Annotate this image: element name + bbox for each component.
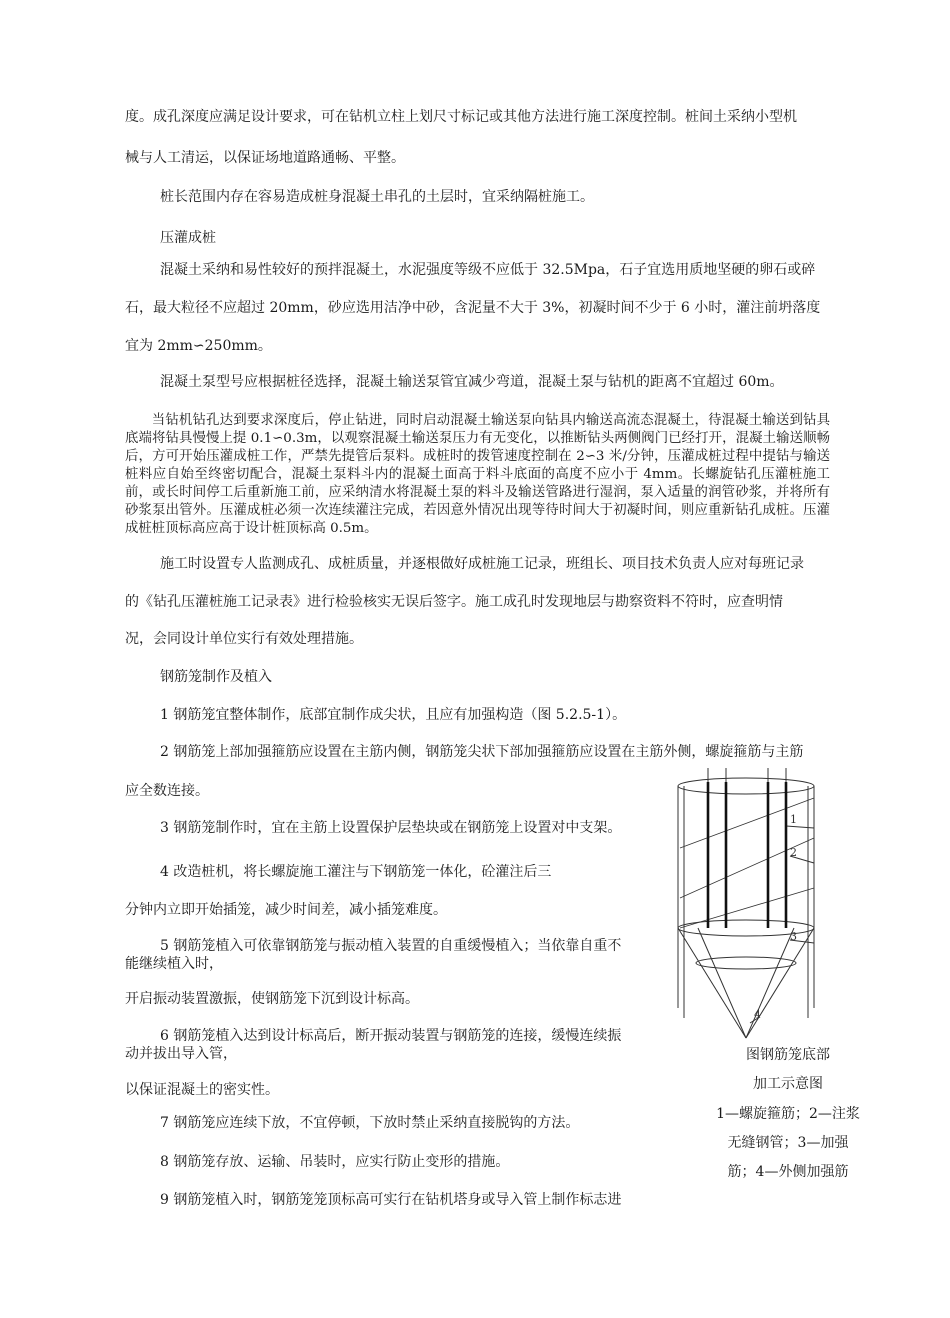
- text-line: 宜为 2mm∽250mm。: [125, 338, 272, 354]
- text-line: 8 钢筋笼存放、运输、吊装时，应实行防止变形的措施。: [160, 1154, 510, 1170]
- section-heading: 钢筋笼制作及植入: [160, 669, 272, 685]
- text-line: 分钟内立即开始插笼，减少时间差，减小插笼难度。: [125, 902, 447, 918]
- figure-caption: 1—螺旋箍筋；2—注浆: [716, 1106, 860, 1122]
- text-line: 桩长范围内存在容易造成桩身混凝土串孔的土层时，宜采纳隔桩施工。: [160, 189, 594, 205]
- text-line: 动并拔出导入管，: [125, 1046, 237, 1062]
- text-line: 3 钢筋笼制作时，宜在主筋上设置保护层垫块或在钢筋笼上设置对中支架。: [160, 820, 622, 836]
- figure-label: 1: [790, 813, 797, 826]
- text-line: 混凝土泵型号应根据桩径选择，混凝土输送泵管宜减少弯道，混凝土泵与钻机的距离不宜超过 60m。: [160, 374, 784, 390]
- text-line: 5 钢筋笼植入可依靠钢筋笼与振动植入装置的自重缓慢植入；当依靠自重不: [160, 938, 622, 954]
- text-line: 开启振动装置激振，使钢筋笼下沉到设计标高。: [125, 991, 419, 1007]
- text-line: 6 钢筋笼植入达到设计标高后，断开振动装置与钢筋笼的连接，缓慢连续振: [160, 1028, 622, 1044]
- text-line: 2 钢筋笼上部加强箍筋应设置在主筋内侧，钢筋笼尖状下部加强箍筋应设置在主筋外侧，螺旋箍筋与主筋: [160, 744, 804, 760]
- figure-caption: 加工示意图: [753, 1076, 823, 1092]
- text-line: 应全数连接。: [125, 783, 209, 799]
- text-line: 度。成孔深度应满足设计要求，可在钻机立柱上划尺寸标记或其他方法进行施工深度控制。桩间土采纳小型机: [125, 109, 797, 125]
- figure-caption: 无缝钢管；3—加强: [727, 1135, 849, 1151]
- figure-label: 4: [754, 1008, 761, 1021]
- text-line: 施工时设置专人监测成孔、成桩质量，并逐根做好成桩施工记录，班组长、项目技术负责人应对每班记录: [160, 556, 804, 572]
- text-line: 况，会同设计单位实行有效处理措施。: [125, 631, 363, 647]
- figure-label: 3: [790, 930, 797, 943]
- dense-paragraph: 当钻机钻孔达到要求深度后，停止钻进，同时启动混凝土输送泵向钻具内输送高流态混凝土，待混凝土输送到钻具底端将钻具慢慢上提 0.1∽0.3m，以观察混凝土输送泵压力有无变化，以推断钻头两侧阀门已经打开，混凝土输送顺畅后，方可开始压灌成桩工作，严禁先提管后泵料。成桩时的拨管速度控制在 2∽3 米/分钟，压灌成桩过程中提钻与输送桩料应自始至终密切配合，混凝土泵料斗内的混凝土面高于料斗底面的高度不应小于 4mm。长螺旋钻孔压灌桩施工前，或长时间停工后重新施工前，应采纳清水将混凝土泵的料斗及输送管路进行湿润，泵入适量的润管砂浆，并将所有砂浆泵出管外。压灌成桩必须一次连续灌注完成，若因意外情况出现等待时间大于初凝时间，则应重新钻孔成桩。压灌成桩桩顶标高应高于设计桩顶标高 0.5m。: [125, 413, 830, 536]
- text-line: 石，最大粒径不应超过 20mm，砂应选用洁净中砂，含泥量不大于 3%，初凝时间不少于 6 小时，灌注前坍落度: [125, 300, 821, 316]
- section-heading: 压灌成桩: [160, 230, 216, 246]
- text-line: 1 钢筋笼宜整体制作，底部宜制作成尖状，且应有加强构造（图 5.2.5-1）。: [160, 707, 627, 723]
- text-line: 4 改造桩机，将长螺旋施工灌注与下钢筋笼一体化，砼灌注后三: [160, 864, 552, 880]
- text-line: 9 钢筋笼植入时，钢筋笼笼顶标高可实行在钻机塔身或导入管上制作标志进: [160, 1192, 622, 1208]
- text-line: 7 钢筋笼应连续下放，不宜停顿，下放时禁止采纳直接脱钩的方法。: [160, 1115, 580, 1131]
- text-line: 能继续植入时，: [125, 956, 223, 972]
- text-line: 械与人工清运，以保证场地道路通畅、平整。: [125, 150, 405, 166]
- text-line: 混凝土采纳和易性较好的预拌混凝土，水泥强度等级不应低于 32.5Mpa，石子宜选用质地坚硬的卵石或碎: [160, 262, 816, 278]
- figure-caption: 筋；4—外侧加强筋: [727, 1164, 849, 1180]
- text-line: 以保证混凝土的密实性。: [125, 1082, 279, 1098]
- text-line: 的《钻孔压灌桩施工记录表》进行检验核实无误后签字。施工成孔时发现地层与勘察资料不符时，应查明情: [125, 594, 783, 610]
- figure-label: 2: [790, 846, 797, 859]
- figure-caption: 图钢筋笼底部: [746, 1047, 830, 1063]
- rebar-cage-diagram: [668, 768, 828, 1048]
